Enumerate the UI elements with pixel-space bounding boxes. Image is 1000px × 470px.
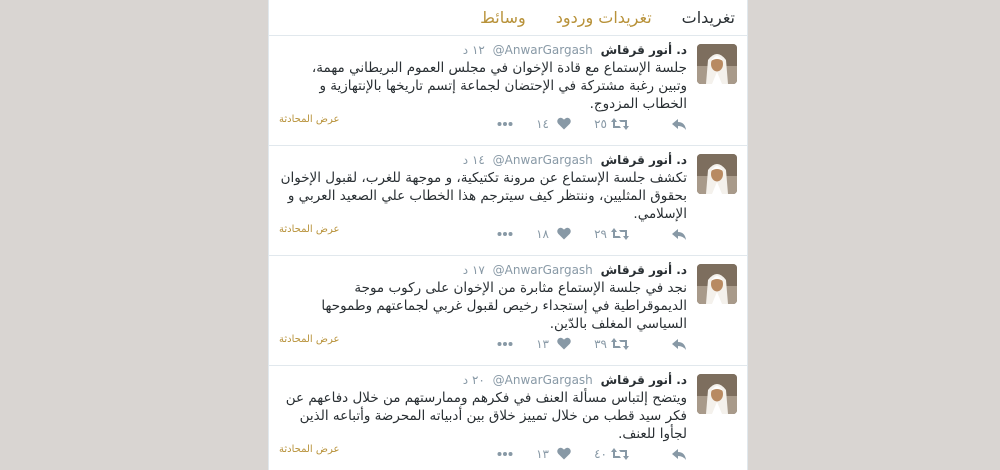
author-handle[interactable]: @AnwarGargash [492,373,593,387]
tweet-content [279,42,687,113]
avatar[interactable] [697,44,737,84]
tab-tweets[interactable]: تغريدات [681,8,735,27]
retweet-button[interactable] [571,447,629,461]
reply-button[interactable] [629,337,687,351]
tweet-time[interactable]: ١٤ د [462,153,485,167]
like-button[interactable] [513,227,571,241]
tweet[interactable] [269,146,747,256]
like-count: ١٣ [536,447,549,461]
like-button[interactable] [513,117,571,131]
tweet[interactable] [269,36,747,146]
heart-icon [555,447,571,461]
tweet-text: ويتضح إلتباس مسألة العنف في فكرهم وممارستهم من خلال دفاعهم عن فكر سيد قطب من خلال تمييز خلاق بين أدبياته المحرضة وأتباعه الذين لجأوا للعنف. [285,390,687,442]
reply-icon [671,337,687,351]
retweet-icon [613,447,629,461]
tweet-actions [483,445,687,463]
reply-icon [671,447,687,461]
tweet[interactable] [269,256,747,366]
more-button[interactable] [483,447,513,461]
author-handle[interactable]: @AnwarGargash [492,153,593,167]
author-name[interactable]: د. أنور قرقاش [600,263,687,277]
more-icon [497,337,513,351]
more-icon [497,117,513,131]
retweet-count: ٣٩ [594,337,607,351]
retweet-button[interactable] [571,337,629,351]
like-button[interactable] [513,447,571,461]
author-name[interactable]: د. أنور قرقاش [600,43,687,57]
author-name[interactable]: د. أنور قرقاش [600,373,687,387]
retweet-button[interactable] [571,227,629,241]
like-button[interactable] [513,337,571,351]
tweet-content [279,262,687,333]
reply-icon [671,227,687,241]
tab-tweets-and-replies[interactable]: تغريدات وردود [555,8,652,27]
tab-media[interactable]: وسائط [480,8,526,27]
tweet-content [279,372,687,443]
timeline-panel [268,0,748,470]
view-conversation-link[interactable]: عرض المحادثة [279,114,340,125]
tweet-header [279,372,687,388]
tweet-text: نجد في جلسة الإستماع مثابرة من الإخوان على ركوب موجة الديموقراطية في إستجداء رخيص لقبول غربي لجماعتهم وطموحها السياسي المغلف بالدّين. [321,280,687,332]
tweet-text: جلسة الإستماع مع قادة الإخوان في مجلس العموم البريطاني مهمة، وتبين رغبة مشتركة في الإحتضان لجماعة إتسم تاريخها بالإنتهازية و الخطاب المزدوج. [311,60,687,112]
more-icon [497,447,513,461]
more-button[interactable] [483,337,513,351]
tweet-time[interactable]: ١٢ د [462,43,485,57]
avatar[interactable] [697,264,737,304]
like-count: ١٤ [536,117,549,131]
more-button[interactable] [483,117,513,131]
author-handle[interactable]: @AnwarGargash [492,263,593,277]
reply-icon [671,117,687,131]
retweet-count: ٤٠ [594,447,607,461]
tweet-actions [483,225,687,243]
profile-tabs [269,0,747,36]
more-button[interactable] [483,227,513,241]
tweet[interactable] [269,366,747,470]
view-conversation-link[interactable]: عرض المحادثة [279,224,340,235]
tweet-header [279,42,687,58]
tweet-content [279,152,687,223]
retweet-button[interactable] [571,117,629,131]
tweet-time[interactable]: ٢٠ د [462,373,485,387]
tweet-text: تكشف جلسة الإستماع عن مرونة تكتيكية، و موجهة للغرب، لقبول الإخوان بحقوق المثليين، وننتظر كيف سيترجم هذا الخطاب علي الصعيد العربي و الإسلامي. [280,170,687,222]
tweet-list [269,36,747,470]
avatar[interactable] [697,154,737,194]
retweet-icon [613,117,629,131]
more-icon [497,227,513,241]
view-conversation-link[interactable]: عرض المحادثة [279,334,340,345]
reply-button[interactable] [629,117,687,131]
retweet-icon [613,337,629,351]
reply-button[interactable] [629,227,687,241]
avatar[interactable] [697,374,737,414]
tweet-header [279,262,687,278]
heart-icon [555,337,571,351]
heart-icon [555,117,571,131]
tweet-time[interactable]: ١٧ د [462,263,485,277]
retweet-count: ٢٥ [594,117,607,131]
retweet-count: ٢٩ [594,227,607,241]
author-handle[interactable]: @AnwarGargash [492,43,593,57]
like-count: ١٨ [536,227,549,241]
reply-button[interactable] [629,447,687,461]
like-count: ١٣ [536,337,549,351]
author-name[interactable]: د. أنور قرقاش [600,153,687,167]
retweet-icon [613,227,629,241]
tweet-actions [483,335,687,353]
heart-icon [555,227,571,241]
view-conversation-link[interactable]: عرض المحادثة [279,444,340,455]
tweet-actions [483,115,687,133]
tweet-header [279,152,687,168]
